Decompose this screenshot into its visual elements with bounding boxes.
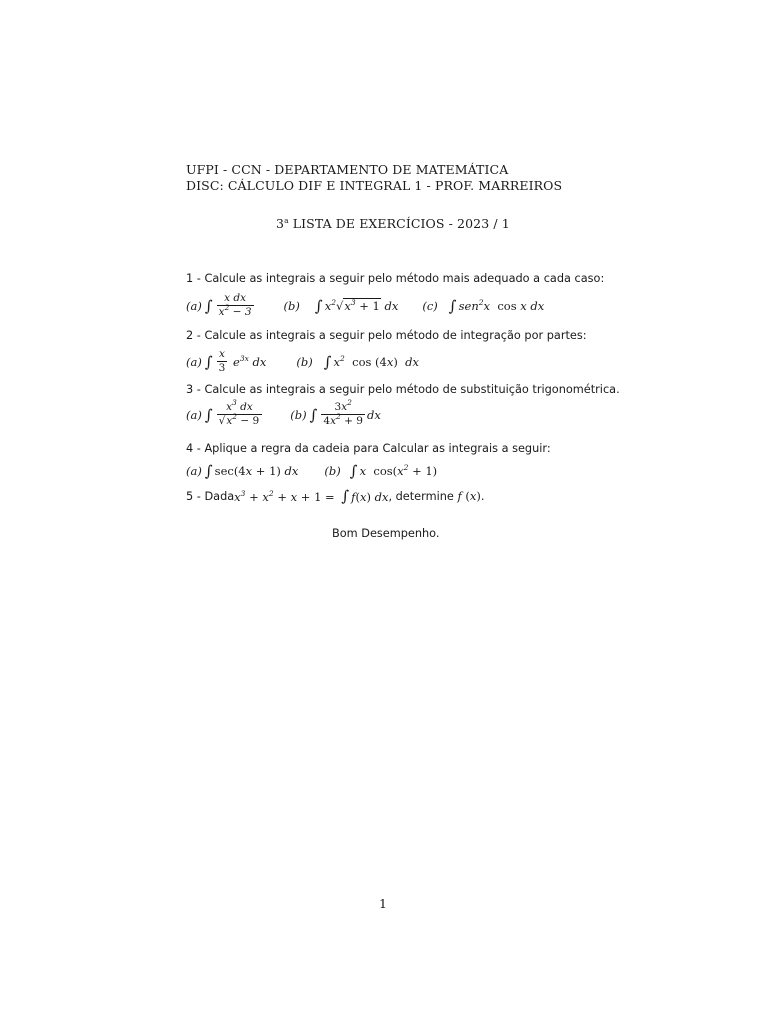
list-title-number: 3: [276, 216, 285, 231]
question-1-items: [186, 292, 544, 319]
item-c-label: (c): [422, 298, 438, 313]
question-4-items: [186, 462, 437, 480]
expression: x $\cos(x^2 + 1)$: [359, 463, 438, 478]
integral-sign: ∫: [204, 352, 213, 371]
item-a-label: (a): [186, 407, 202, 422]
expression: sen$^2$x cos x dx: [458, 297, 545, 313]
question-5-mid: , determine: [388, 489, 454, 503]
integral-sign: ∫: [204, 296, 213, 315]
fraction: $\frac{x}{3}$: [218, 348, 226, 374]
list-title: [276, 216, 510, 231]
list-title-ordinal: a: [284, 216, 289, 225]
item-b-label: (b): [324, 464, 341, 478]
fraction: $\frac{3x^2}{4x^2 + 9}$: [323, 398, 363, 427]
question-3-items: [186, 398, 381, 428]
integral-sign: ∫: [323, 352, 332, 371]
integral-sign: ∫: [314, 296, 323, 315]
question-4: 4 - Aplique a regra da cadeia para Calcular as integrais a seguir:: [186, 442, 551, 455]
question-5-end: .: [480, 489, 485, 503]
closing-text: Bom Desempenho.: [332, 527, 440, 540]
expression: $x^2$ cos (4x) dx: [333, 353, 420, 369]
expression: f (x): [453, 489, 481, 503]
item-b-label: (b): [296, 354, 313, 369]
expression: $e^{3x}$ dx: [229, 353, 267, 369]
page-number: 1: [379, 896, 387, 911]
item-b-label: (b): [290, 407, 307, 422]
expression: dx: [366, 407, 381, 422]
question-2: 2 - Calcule as integrais a seguir pelo método de integração por partes:: [186, 329, 587, 342]
list-title-text: LISTA DE EXERCÍCIOS - 2023 / 1: [288, 216, 510, 231]
integral-sign: ∫: [309, 405, 318, 424]
expression: $x^3 + x^2 + x + 1$ = ∫ f(x) dx: [234, 487, 389, 505]
fraction: $\frac{\text{x dx}}{x^2 - 3}$: [218, 292, 252, 318]
integral-sign: ∫: [448, 296, 457, 315]
question-2-items: [186, 348, 419, 375]
question-1: 1 - Calcule as integrais a seguir pelo método mais adequado a cada caso:: [186, 272, 605, 285]
question-5: [186, 487, 485, 505]
question-3: 3 - Calcule as integrais a seguir pelo método de substituição trigonométrica.: [186, 383, 620, 396]
item-a-label: (a): [186, 464, 202, 478]
header-line-2: DISC: CÁLCULO DIF E INTEGRAL 1 - PROF. MARREIROS: [186, 178, 563, 193]
fraction: $\frac{x^3 dx}{√x^2 - 9}$: [217, 401, 263, 428]
item-a-label: (a): [186, 354, 202, 369]
item-b-label: (b): [283, 298, 300, 313]
integral-sign: ∫: [204, 462, 213, 480]
expression: sec(4x + 1) dx: [214, 464, 299, 478]
integral-sign: ∫: [349, 462, 358, 480]
header-line-1: UFPI - CCN - DEPARTAMENTO DE MATEMÁTICA: [186, 162, 509, 177]
question-5-prefix: 5 - Dada: [186, 489, 235, 503]
item-a-label: (a): [186, 298, 202, 313]
expression: $x^2√x^3 + 1$ dx: [324, 297, 399, 313]
integral-sign: ∫: [204, 405, 213, 424]
